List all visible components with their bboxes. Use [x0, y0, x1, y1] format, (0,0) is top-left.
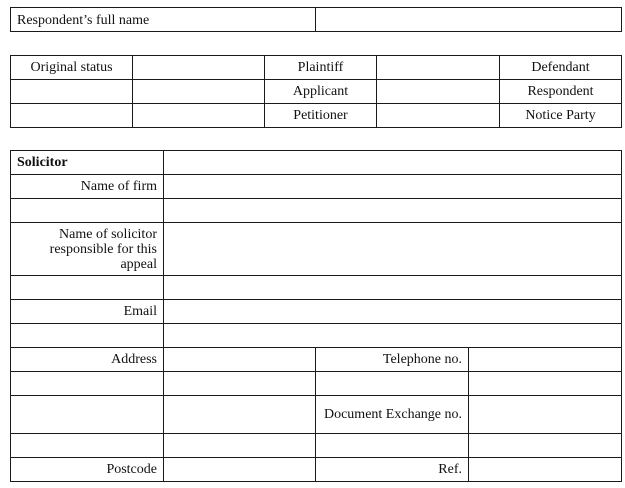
status-blank-cell: [11, 104, 133, 128]
status-option-respondent[interactable]: Respondent: [500, 80, 622, 104]
address-field[interactable]: [164, 348, 316, 372]
telephone-field-continued[interactable]: [469, 372, 622, 396]
solicitor-name-label: Name of solicitor responsible for this appeal: [11, 223, 164, 276]
email-field[interactable]: [164, 300, 622, 324]
firm-name-field[interactable]: [164, 175, 622, 199]
blank-label-cell: [11, 199, 164, 223]
status-option-notice-party[interactable]: Notice Party: [500, 104, 622, 128]
address-label: Address: [11, 348, 164, 372]
respondent-name-field[interactable]: [316, 8, 622, 32]
document-exchange-field[interactable]: [469, 396, 622, 434]
telephone-field[interactable]: [469, 348, 622, 372]
document-exchange-label: Document Exchange no.: [316, 396, 469, 434]
status-option-applicant[interactable]: Applicant: [265, 80, 377, 104]
telephone-label: Telephone no.: [316, 348, 469, 372]
solicitor-name-field-continued[interactable]: [164, 276, 622, 300]
original-status-table: [10, 55, 622, 128]
solicitor-heading-blank: [164, 151, 622, 175]
status-option-petitioner[interactable]: Petitioner: [265, 104, 377, 128]
blank-label-cell: [11, 434, 164, 458]
solicitor-name-field[interactable]: [164, 223, 622, 276]
original-status-label: Original status: [11, 56, 133, 80]
document-exchange-field-continued[interactable]: [469, 434, 622, 458]
blank-label-cell: [11, 276, 164, 300]
status-blank-cell: [133, 80, 265, 104]
reference-field[interactable]: [469, 458, 622, 482]
status-option-plaintiff[interactable]: Plaintiff: [265, 56, 377, 80]
address-field-line-3[interactable]: [164, 396, 316, 434]
postcode-field[interactable]: [164, 458, 316, 482]
blank-label-cell: [11, 396, 164, 434]
email-label: Email: [11, 300, 164, 324]
email-field-continued[interactable]: [164, 324, 622, 348]
status-blank-cell: [377, 56, 500, 80]
firm-name-field-continued[interactable]: [164, 199, 622, 223]
respondent-name-label: Respondent’s full name: [11, 8, 316, 32]
blank-label-cell: [11, 372, 164, 396]
status-blank-cell: [11, 80, 133, 104]
reference-label: Ref.: [316, 458, 469, 482]
status-blank-cell: [133, 56, 265, 80]
respondent-name-table: [10, 7, 622, 32]
status-blank-cell: [133, 104, 265, 128]
address-field-line-2[interactable]: [164, 372, 316, 396]
blank-label-cell: [316, 434, 469, 458]
status-blank-cell: [377, 80, 500, 104]
blank-label-cell: [316, 372, 469, 396]
solicitor-heading: Solicitor: [11, 151, 164, 175]
status-blank-cell: [377, 104, 500, 128]
status-option-defendant[interactable]: Defendant: [500, 56, 622, 80]
postcode-label: Postcode: [11, 458, 164, 482]
firm-name-label: Name of firm: [11, 175, 164, 199]
address-field-line-4[interactable]: [164, 434, 316, 458]
solicitor-table: [10, 150, 622, 482]
blank-label-cell: [11, 324, 164, 348]
